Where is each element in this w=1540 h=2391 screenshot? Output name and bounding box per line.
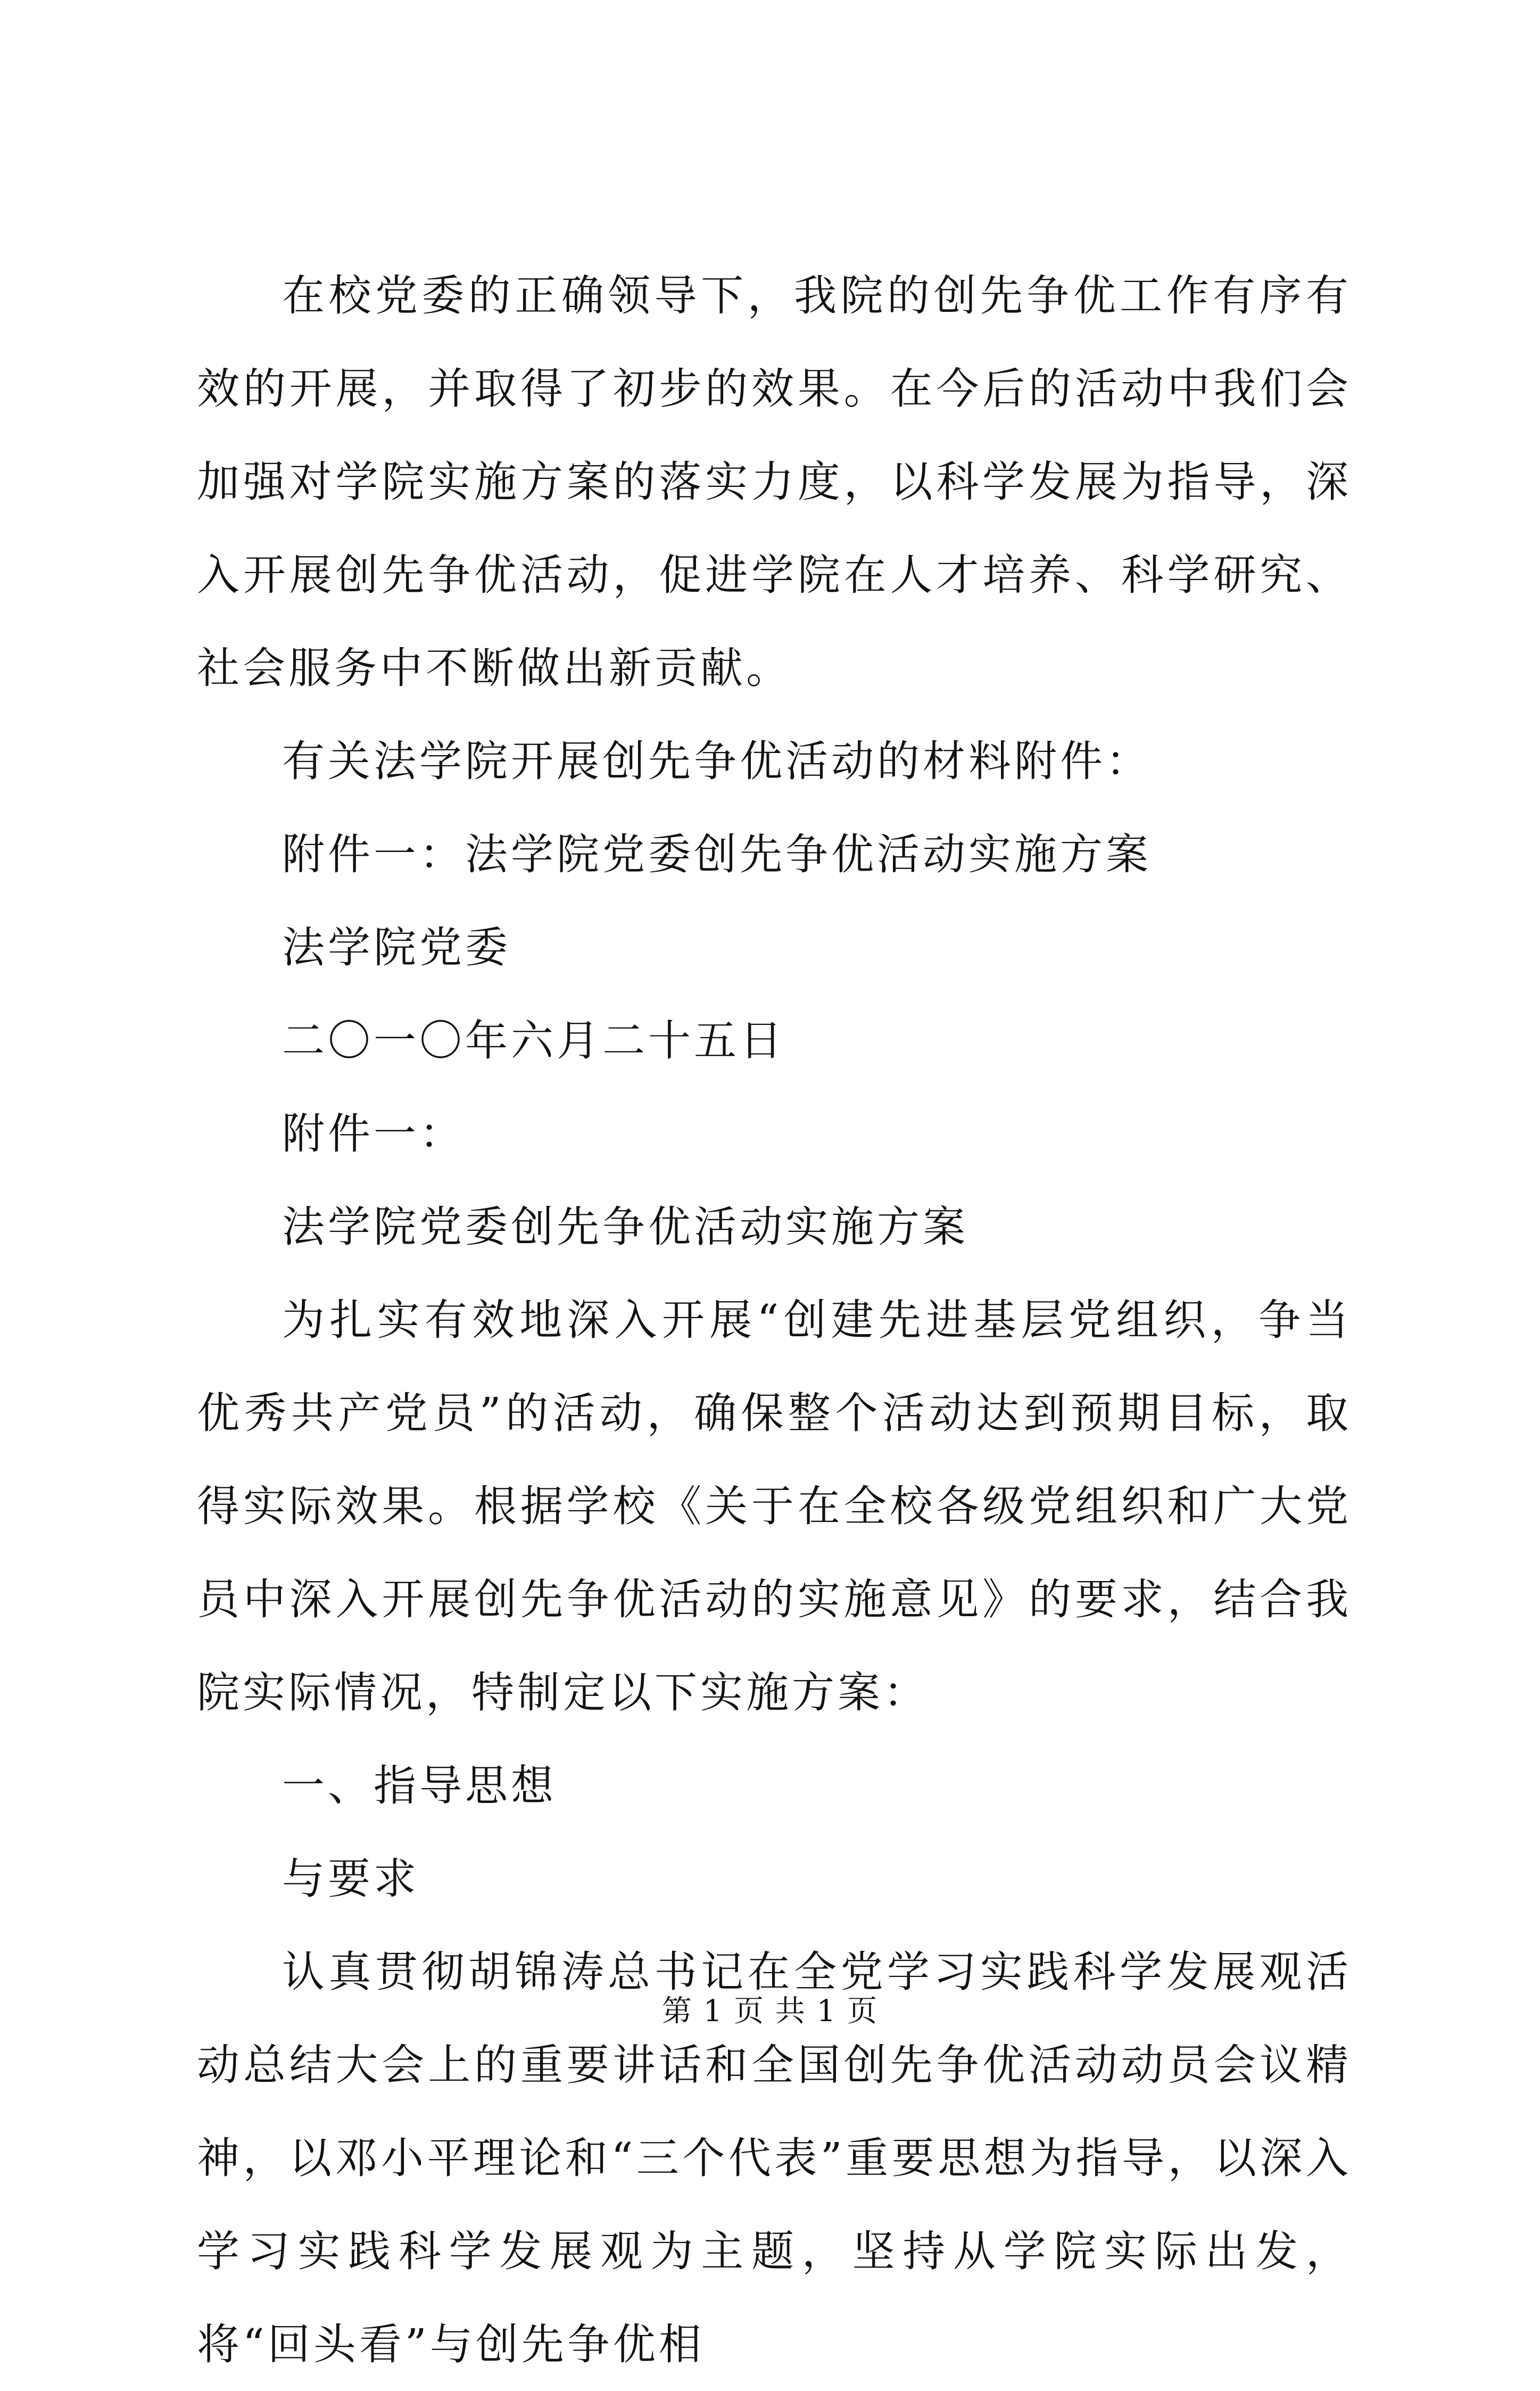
signature-date: 二〇一〇年六月二十五日 — [282, 1016, 785, 1065]
attachment-one-heading: 法学院党委创先争优活动实施方案 — [282, 1202, 968, 1252]
paragraph-purpose: 为扎实有效地深入开展“创建先进基层党组织，争当优秀共产党员”的活动，确保整个活动达到预期目标，取得实际效果。根据学校《关于在全校各级党组织和广大党员中深入开展创先争优活动的实施意见》的要求，结合我院实际情况，特制定以下实施方案： — [197, 1295, 1352, 1717]
attachment-one-title-line: 附件一：法学院党委创先争优活动实施方案 — [282, 830, 1152, 879]
signature-organization: 法学院党委 — [282, 923, 511, 972]
attachments-intro: 有关法学院开展创先争优活动的材料附件： — [282, 737, 1152, 786]
paragraph-summary: 在校党委的正确领导下，我院的创先争优工作有序有效的开展，并取得了初步的效果。在今后的活动中我们会加强对学院实施方案的落实力度，以科学发展为指导，深入开展创先争优活动，促进学院在人才培养、科学研究、社会服务中不断做出新贡献。 — [197, 271, 1352, 693]
section-heading-requirements: 与要求 — [282, 1854, 419, 1904]
paragraph-guiding-thought: 认真贯彻胡锦涛总书记在全党学习实践科学发展观活动总结大会上的重要讲话和全国创先争优活动动员会议精神，以邓小平理论和“三个代表”重要思想为指导，以深入学习实践科学发展观为主题，坚持从学院实际出发，将“回头看”与创先争优相 — [197, 1947, 1352, 2369]
attachment-one-label: 附件一： — [282, 1109, 465, 1159]
page-footer: 第 1 页 共 1 页 — [661, 1994, 879, 2029]
document-body — [197, 249, 1352, 2391]
section-heading-guiding-thought: 一、指导思想 — [282, 1761, 557, 1810]
